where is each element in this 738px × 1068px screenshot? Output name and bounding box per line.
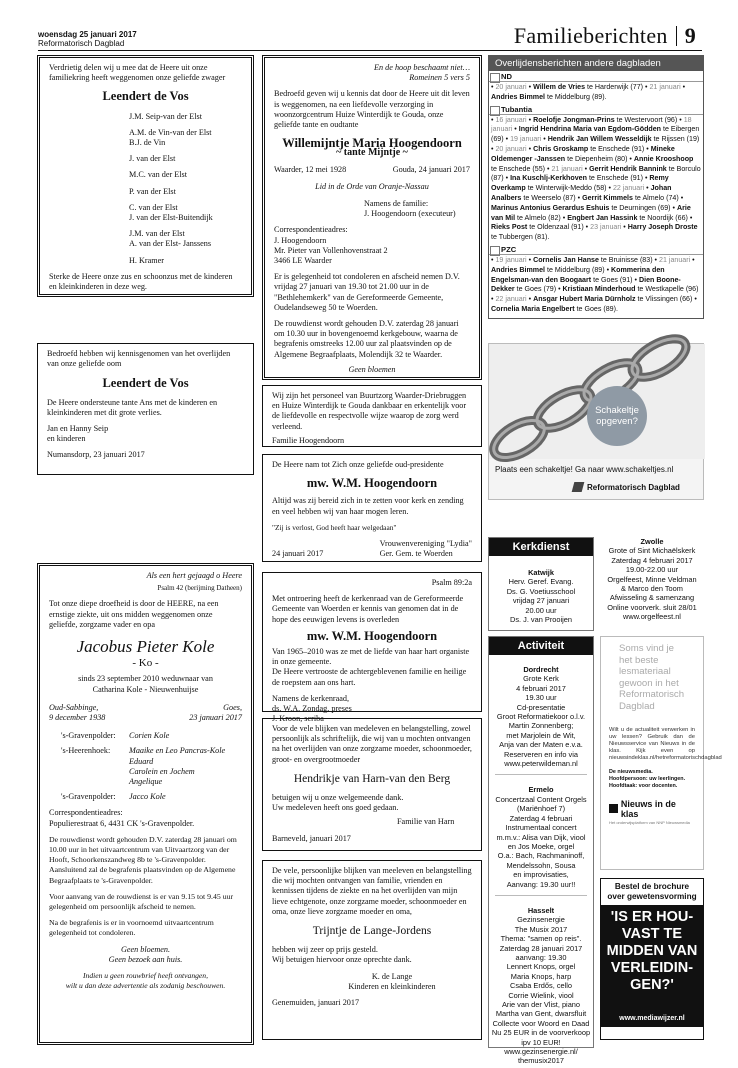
paper-name: Reformatorisch Dagblad bbox=[38, 39, 125, 48]
ad-intro: Bedroefd geven wij u kennis dat door de Heere uit dit leven is weggenomen, na een liefdevolle verzorging in woonzorgcentrum Huize Winterdijk te Gouda, onze geliefde tante en oudtante bbox=[274, 89, 470, 130]
paper-tag: ND bbox=[489, 72, 703, 82]
schakeltje-ad[interactable] bbox=[488, 343, 704, 500]
thank-you-buurtzorg bbox=[262, 385, 482, 447]
entry-name: Engbert Jan Hassink bbox=[567, 213, 638, 222]
entry-detail: te Almelo (74) bbox=[634, 193, 679, 202]
activiteit-title: Activiteit bbox=[489, 637, 593, 655]
deceased-name: Hendrikje van Harn-van den Berg bbox=[293, 772, 451, 785]
ad-text: Van 1965–2010 was ze met de liefde van haar hart organiste in onze gemeente. De Heere vertrooste de achtergeblevenen familie en heilige de roepstem aan ons hart. bbox=[272, 647, 470, 687]
death: Gouda, 24 januari 2017 bbox=[392, 164, 470, 174]
obituary-list: • 19 januari • Cornelis Jan Hanse te Bruinisse (83) • 21 januari • Andries Bimmel te Middelburg (89) • Kommerina den Engelsman-van den Boogaart te Goes (91) • Dien Boone-Dekker te Goes (79) • Kristiaan Minderhoud te Westkapelle (96) • 22 januari • Ansgar Hubert Maria Dürnholz te Vlissingen (66) • Cornelia Maria Engelbert te Goes (89). bbox=[491, 255, 699, 313]
notice-note: Indien u geen rouwbrief heeft ontvangen, wilt u dan deze advertentie als zodanig beschouwen. bbox=[65, 971, 226, 991]
other-papers-obituaries bbox=[488, 55, 704, 319]
verse: Als een hert gejaagd o Heere bbox=[146, 571, 242, 580]
entry-name: Kristiaan Minderhoud bbox=[562, 285, 636, 294]
nidk-logo-icon bbox=[609, 804, 618, 813]
family-place: 's-Gravenpolder: bbox=[61, 731, 116, 741]
entry-date: 19 januari bbox=[495, 255, 527, 264]
correspondence-address: Correspondentieadres: Populierestraat 6, 4431 CK 's-Gravenpolder. bbox=[49, 808, 195, 828]
entry-name: Willem de Vries bbox=[533, 83, 586, 91]
entry-date: 23 januari bbox=[590, 223, 622, 232]
deceased-name: Jacobus Pieter Kole bbox=[76, 637, 215, 657]
entry-name: Dien Boone-Dekker bbox=[491, 275, 681, 294]
family-row bbox=[49, 746, 242, 787]
ad-intro: Met ontroering heeft de kerkenraad van de Gereformeerde Gemeente van Woerden er kennis van genomen dat in de hope des eeuwigen levens is overleden bbox=[272, 594, 464, 624]
divider bbox=[676, 26, 677, 46]
birth: Waarder, 12 mei 1928 bbox=[274, 164, 347, 174]
entry-name: Cornelis Jan Hanse bbox=[533, 255, 599, 264]
verse-reference: Psalm 89:2a bbox=[431, 578, 472, 587]
entry-detail: te Oldenzaal (91) bbox=[529, 223, 584, 232]
family-member: H. Kramer bbox=[129, 255, 165, 265]
paper-tag: Tubantia bbox=[489, 105, 703, 115]
correspondence-address: Correspondentieadres: J. Hoogendoorn Mr. Pieter van Vollenhovenstraat 2 3466 LE Waarder bbox=[274, 225, 388, 266]
entry-detail: te Enschede (91) bbox=[590, 144, 645, 153]
divider bbox=[495, 774, 587, 775]
entry-name: Gerrit Hendrik Bannink bbox=[589, 164, 667, 173]
nidk-logo bbox=[609, 799, 695, 819]
life-dates bbox=[274, 165, 470, 175]
signed: Jan en Hanny Seip en kinderen bbox=[47, 424, 109, 444]
entry-name: Johan Analbers bbox=[491, 184, 672, 202]
entry-name: Kommerina den Engelsman-van den Boogaart bbox=[491, 265, 665, 284]
ad-intro: Verdrietig delen wij u mee dat de Heere uit onze familiekring heeft weggenomen onze geliefde zwager bbox=[49, 63, 226, 83]
entry-name: Ingrid Hendrina Maria van Egdom-Gödden bbox=[518, 125, 662, 134]
entry-text: Gezinsenergie The Musix 2017 Thema: "samen op reis". Zaterdag 28 januari 2017 aanvang: 19.30 Lennert Knops, orgel Maria Knops, harp Csaba Erdős, cello Corrie Wielink, viool Arie van der Vlist, piano Martha van Gent, dwarsfluit Collecte voor Woord en Daad Nu 25 EUR in de voorverkoop ipv 10 EUR! www.gezinsenergie.nl/ themusix2017 bbox=[491, 915, 591, 1066]
kerkdienst-box bbox=[488, 537, 594, 631]
widower-note: sinds 23 september 2010 weduwnaar van Catharina Kole - Nieuwenhuijse bbox=[78, 674, 213, 694]
entry-detail: te Enschede (55) bbox=[491, 164, 546, 173]
entry-name: Andries Bimmel bbox=[491, 265, 546, 274]
entry-detail: te Eibergen (69) bbox=[491, 125, 700, 144]
ad-slogan: 'IS ER HOU- VAST TE MIDDEN VAN VERLEIDIN- GEN?' bbox=[601, 905, 703, 1027]
rd-logo-icon bbox=[572, 482, 585, 492]
deceased-name: Leendert de Vos bbox=[102, 89, 189, 104]
section-title: Familieberichten bbox=[513, 23, 668, 48]
family-member: J.M. van der Elst A. van der Elst- Janssens bbox=[129, 229, 212, 249]
ad-intro: Bedroefd hebben wij kennisgenomen van het overlijden van onze geliefde oom bbox=[47, 349, 231, 369]
kerkdienst-title: Kerkdienst bbox=[489, 538, 593, 556]
activity-entry bbox=[491, 906, 591, 1066]
issue-date: woensdag 25 januari 2017 bbox=[38, 30, 137, 39]
entry-date: 22 januari bbox=[495, 295, 527, 304]
family-member: A.M. de Vin-van der Elst B.J. de Vin bbox=[129, 127, 212, 148]
service-details: De rouwdienst wordt gehouden D.V. zaterdag 28 januari om 10.30 uur in bovengenoemd kerkgebouw, waarna de begrafenis omstreeks 12.00 uur zal plaatsvinden op de Algemene Begraafplaats, Molendijk 32 te Waarder. bbox=[274, 319, 459, 359]
entry-name: Mineke Oldemenger -Janssen bbox=[491, 144, 675, 163]
entry-detail: te Goes (91) bbox=[593, 275, 633, 284]
header-rule bbox=[38, 50, 702, 51]
entry-detail: te Diepenheim (80) bbox=[567, 154, 628, 163]
kerkdienst-entry bbox=[489, 568, 593, 624]
entry-name: Chris Groskamp bbox=[533, 144, 589, 153]
no-flowers-note: Geen bloemen. Geen bezoek aan huis. bbox=[108, 944, 183, 964]
obituary-lydia-vereniging bbox=[262, 454, 482, 562]
activity-entry bbox=[491, 785, 591, 888]
ad-outro: Sterke de Heere onze zus en schoonzus met de kinderen en kleinkinderen in deze weg. bbox=[49, 271, 233, 292]
entry-date: 20 januari bbox=[495, 144, 527, 153]
family-row bbox=[49, 731, 242, 741]
ad-text: betuigen wij u onze welgemeende dank. Uw medeleven heeft ons goed gedaan. bbox=[272, 793, 404, 813]
entry-name: Annie Krooshoop bbox=[633, 154, 694, 163]
entry-detail: te Bruinisse (83) bbox=[600, 255, 653, 264]
rd-logo bbox=[573, 482, 680, 492]
obituary-kerkenraad bbox=[262, 572, 482, 724]
family-member: J. van der Elst bbox=[129, 154, 176, 164]
entry-detail: te Goes (79) bbox=[516, 285, 557, 294]
entry-detail: te Vlissingen (66) bbox=[637, 295, 693, 304]
ad-intro: Tot onze diepe droefheid is door de HEERE, na een ernstige ziekte, uit ons midden weggenomen onze geliefde, zorgzame vader en opa bbox=[49, 599, 219, 629]
obituary-groups bbox=[489, 72, 703, 316]
nieuws-in-de-klas-ad[interactable] bbox=[600, 636, 722, 870]
gewetensvorming-ad[interactable] bbox=[600, 878, 704, 1040]
entry-name: Ansgar Hubert Maria Dürnholz bbox=[533, 295, 636, 304]
family-list bbox=[49, 112, 242, 266]
activity-entry bbox=[491, 665, 591, 768]
divider bbox=[495, 895, 587, 896]
thank-you-van-harn bbox=[262, 718, 482, 851]
entry-detail: te Westervoort (96) bbox=[616, 115, 678, 124]
zwolle-event bbox=[600, 537, 704, 622]
obituary-willemijntje bbox=[262, 55, 482, 380]
obituary-jacobus-kole bbox=[37, 563, 254, 1045]
condolence-details: Na de begrafenis is er in voornoemd uitvaartcentrum gelegenheid tot condoleren. bbox=[49, 918, 214, 938]
entry-name: Ina Kuschlj-Kerkhoven bbox=[510, 174, 587, 183]
ad-intro: De vele, persoonlijke blijken van meeleven en belangstelling die wij mochten ontvangen van familie, vrienden en kennissen tijdens de ziekte en na het overlijden van mijn lieve echtgenote, onze zorgzame moeder, schoonmoeder en oma, onze lieve zorgzame moeder en oma, bbox=[272, 866, 472, 916]
entry-name: Harry Joseph Droste bbox=[627, 223, 698, 232]
signed: Familie Hoogendoorn bbox=[272, 435, 345, 445]
birth-place: Oud-Sabbinge, bbox=[49, 702, 99, 712]
signed: Namens de kerkenraad, ds. W.A. Zondag, preses J. Kroon, scriba bbox=[272, 693, 352, 724]
ad-body: Wilt u de actualiteit verwerken in uw lessen? Gebruik dan de Nieuwsservice van Nieuws in de klas. Kijk even op nieuwsindeklas.nl/hetreformatorischdagblad bbox=[609, 726, 722, 762]
ad-text: Altijd was zij bereid zich in te zetten voor kerk en zending en veel hebben wij van haar mogen leren. bbox=[272, 496, 464, 516]
schakeltje-caption: Plaats een schakeltje! Ga naar www.schakeltjes.nl bbox=[495, 465, 674, 474]
entry-date: 21 januari bbox=[659, 255, 691, 264]
quote: "Zij is verlost, God heeft haar welgedaan" bbox=[272, 522, 397, 532]
entry-name: Arie van Mil bbox=[491, 203, 691, 222]
order-membership: Lid in de Orde van Oranje-Nassau bbox=[315, 181, 429, 191]
ad-text: Wij zijn het personeel van Buurtzorg Waarder-Driebruggen en Huize Winterdijk te Gouda dankbaar en erkentelijk voor de liefdevolle en respectvolle wijze waarop de zorg werd verleend. bbox=[272, 391, 467, 431]
panel-title: Overlijdensberichten andere dagbladen bbox=[489, 56, 703, 71]
section-header bbox=[514, 23, 696, 49]
ad-text: De Heere ondersteune tante Ans met de kinderen en kleinkinderen met dit grote verlies. bbox=[47, 397, 218, 417]
page-number: 9 bbox=[684, 23, 696, 48]
verse-reference: Romeinen 5 vers 5 bbox=[409, 73, 470, 83]
family-member: J.M. Seip-van der Elst bbox=[129, 111, 202, 121]
family-names: Maaike en Leo Pancras-Kole Eduard Carolein en Jochem Angelique bbox=[129, 746, 226, 787]
viewing-details: Voor aanvang van de rouwdienst is er van 9.15 tot 9.45 uur gelegenheid om persoonlijk afscheid te nemen. bbox=[49, 891, 234, 912]
family-member: C. van der Elst J. van der Elst-Buitendijk bbox=[129, 202, 213, 223]
signed: K. de Lange Kinderen en kleinkinderen bbox=[348, 971, 436, 991]
verse-reference: Psalm 42 (berijming Datheen) bbox=[157, 584, 242, 593]
entry-date: 19 januari bbox=[510, 135, 542, 144]
deceased-name: mw. W.M. Hoogendoorn bbox=[306, 476, 438, 491]
obituary-leendert-family bbox=[37, 55, 254, 297]
entry-detail: te Almelo (82) bbox=[517, 213, 561, 222]
life-dates bbox=[49, 703, 242, 723]
entry-date: 18 januari bbox=[491, 115, 692, 134]
entry-detail: te Goes (89). bbox=[576, 304, 618, 313]
entry-detail: te Weerselo (87) bbox=[523, 193, 576, 202]
entry-date: 22 januari bbox=[612, 184, 645, 193]
masthead-date bbox=[38, 30, 137, 48]
entry-detail: te Enschede (91) bbox=[588, 174, 643, 183]
entry-date: 20 januari bbox=[495, 83, 527, 91]
service-details: De rouwdienst wordt gehouden D.V. zaterdag 28 januari om 10.00 uur in het uitvaartcentrum van Uitvaartzorg van der Hooft, Schoorkenszandweg 8b te 's-Gravenpolder. Aansluitend zal de begrafenis plaatsvinden op de Algemene Begraafplaats te 's-Gravenpolder. bbox=[49, 834, 237, 885]
signed: Vrouwenvereniging "Lydia" Ger. Gem. te Woerden bbox=[379, 539, 472, 559]
ad-text: hebben wij zeer op prijs gesteld. Wij betuigen hiervoor onze oprechte dank. bbox=[272, 945, 412, 965]
family-signature: Namens de familie: J. Hoogendoorn (executeur) bbox=[364, 199, 456, 219]
condolence-details: Er is gelegenheid tot condoleren en afscheid nemen D.V. vrijdag 27 januari van 19.30 tot 21.00 uur in de "Bethlehemkerk" van de Gereformeerde Gemeente, Oudelandseweg 50 te Woerden. bbox=[274, 272, 460, 312]
entry-name: Hendrik Jan Willem Wesseldijk bbox=[547, 135, 652, 144]
entry-place: Zwolle bbox=[640, 537, 664, 546]
rd-logo-text: Reformatorisch Dagblad bbox=[587, 482, 680, 492]
footer bbox=[272, 539, 472, 559]
deceased-name: Willemijntje Maria Hoogendoorn bbox=[282, 136, 462, 151]
no-flowers-note: Geen bloemen bbox=[348, 364, 396, 374]
death-date: 23 januari 2017 bbox=[189, 713, 242, 723]
paper-tag: PZC bbox=[489, 245, 703, 255]
activiteit-box bbox=[488, 636, 594, 1066]
family-names: Corien Kole bbox=[129, 731, 170, 741]
entry-detail: te Tubbergen (81). bbox=[491, 233, 550, 242]
entry-name: Rieks Post bbox=[491, 223, 528, 232]
verse: En de hoop beschaamt niet… bbox=[374, 63, 470, 72]
deceased-name: Trijntje de Lange-Jordens bbox=[312, 925, 432, 938]
entry-place: Hasselt bbox=[527, 905, 555, 915]
ad-header: Bestel de brochure over gewetensvorming bbox=[607, 882, 697, 901]
place-date: Genemuiden, januari 2017 bbox=[272, 998, 360, 1008]
entry-date: 21 januari bbox=[551, 164, 583, 173]
entry-detail: te Deurningen (69) bbox=[611, 203, 671, 212]
ad-intro: Voor de vele blijken van medeleven en belangstelling, zowel persoonlijk als schriftelijk, die wij van u mochten ontvangen na het overlijden van onze zorgzame moeder, schoonmoeder, groot- en overgrootmoeder bbox=[272, 724, 472, 764]
entry-text: Concertzaal Content Orgels (Mariënhoef 7) Zaterdag 4 februari Instrumentaal concert m.m.v.: Alisa van Dijk, viool en Jos Moeke, orgel O.a.: Bach, Rachmaninoff, Mendelssohn, Sousa en improvisaties, Aanvang: 19.30 uur!! bbox=[495, 794, 587, 889]
family-member: P. van der Elst bbox=[129, 186, 176, 196]
ad-list: De nieuwsmedia. Hoofdpersoon: uw leerlingen. Hoofdtaak: voor docenten. bbox=[609, 768, 686, 789]
place-date: Numansdorp, 23 januari 2017 bbox=[47, 450, 145, 460]
family-place: 's-Gravenpolder: bbox=[61, 792, 116, 802]
entry-name: Marinus Antonius Gerardus Eshuis bbox=[491, 203, 610, 212]
entry-text: Herv. Geref. Evang. Ds. G. Voetiusschool vrijdag 27 januari 20.00 uur Ds. J. van Prooijen bbox=[506, 577, 576, 625]
entry-name: Remy Overkamp bbox=[491, 174, 669, 193]
nickname: - Ko - bbox=[132, 657, 159, 670]
activity-list bbox=[489, 665, 593, 1066]
deceased-name: Leendert de Vos bbox=[102, 376, 189, 391]
signed: Familie van Harn bbox=[397, 817, 455, 827]
entry-name: Roelofje Jongman-Prins bbox=[533, 115, 615, 124]
ad-url[interactable]: www.mediawijzer.nl bbox=[601, 1015, 703, 1022]
obituary-list: • 16 januari • Roelofje Jongman-Prins te Westervoort (96) • 18 januari • Ingrid Hendrina Maria van Egdom-Gödden te Eibergen (69) • 19 januari • Hendrik Jan Willem Wesseldijk te Rijssen (19) • 20 januari • Chris Groskamp te Enschede (91) • Mineke Oldemenger -Janssen te Diepenheim (80) • Annie Krooshoop te Enschede (55) • 21 januari • Gerrit Hendrik Bannink te Borculo (87) • Ina Kuschlj-Kerkhoven te Enschede (91) • Remy Overkamp te Winterwijk-Meddo (58) • 22 januari • Johan Analbers te Weerselo (87) • Gerrit Kimmels te Almelo (74) • Marinus Antonius Gerardus Eshuis te Deurningen (69) • Arie van Mil te Almelo (82) • Engbert Jan Hassink te Noordijk (66) • Rieks Post te Oldenzaal (91) • 23 januari • Harry Joseph Droste te Tubbergen (81). bbox=[491, 115, 701, 242]
entry-detail: te Harderwijk (77) bbox=[587, 83, 644, 91]
family-list bbox=[49, 731, 242, 802]
entry-date: 16 januari bbox=[495, 115, 527, 124]
entry-detail: te Westkapelle (96) bbox=[637, 285, 699, 294]
entry-detail: te Winterwijk-Meddo (58) bbox=[527, 184, 607, 193]
entry-text: Grote of Sint Michaëlskerk Zaterdag 4 februari 2017 19.00-22.00 uur Orgelfeest, Minne Veldman & Marco den Toom Afwisseling & samenzang Online voorverk. sluit 28/01 www.orgelfeest.nl bbox=[607, 546, 697, 622]
nidk-subtitle: Het onderwijsplatform van NNP Nieuwsmedia bbox=[609, 819, 690, 825]
birth-date: 9 december 1938 bbox=[49, 713, 106, 723]
entry-text: Grote Kerk 4 februari 2017 19.30 uur Cd-presentatie Groot Reformatiekoor o.l.v. Martin Zonnenberg; met Marjolein de Wit, Anja van der Maten e.v.a. Reserveren en info via www.peterwildeman.nl bbox=[496, 674, 586, 769]
entry-name: Gerrit Kimmels bbox=[582, 193, 633, 202]
entry-detail: te Middelburg (89). bbox=[547, 92, 607, 101]
ad-headline: Soms vind je het beste lesmateriaal gewoon in het Reformatorisch Dagblad bbox=[619, 643, 685, 712]
signup-bubble: Schakeltje opgeven? bbox=[587, 386, 647, 446]
entry-place: Dordrecht bbox=[523, 665, 559, 674]
entry-detail: te Borculo (87) bbox=[491, 164, 701, 183]
ad-intro: De Heere nam tot Zich onze geliefde oud-presidente bbox=[272, 460, 444, 469]
entry-place: Katwijk bbox=[528, 568, 554, 577]
place-date: Barneveld, januari 2017 bbox=[272, 833, 351, 843]
entry-name: Andries Bimmel bbox=[491, 92, 546, 101]
nickname: ~ tante Mijntje ~ bbox=[336, 147, 408, 159]
nidk-logo-text: Nieuws in de klas bbox=[620, 798, 676, 819]
family-place: 's-Heerenhoek: bbox=[61, 746, 111, 756]
entry-detail: te Rijssen (19) bbox=[653, 135, 700, 144]
family-names: Jacco Kole bbox=[129, 792, 166, 802]
thank-you-de-lange bbox=[262, 860, 482, 1040]
family-member: M.C. van der Elst bbox=[129, 170, 187, 180]
entry-detail: te Middelburg (89) bbox=[547, 265, 605, 274]
entry-place: Ermelo bbox=[528, 785, 554, 795]
entry-date: 21 januari bbox=[649, 83, 681, 91]
obituary-list: • 20 januari • Willem de Vries te Harderwijk (77) • 21 januari • Andries Bimmel te Middelburg (89). bbox=[491, 83, 686, 101]
family-row bbox=[49, 792, 242, 802]
entry-name: Cornelia Maria Engelbert bbox=[491, 304, 575, 313]
entry-detail: te Noordijk (66) bbox=[639, 213, 688, 222]
deceased-name: mw. W.M. Hoogendoorn bbox=[306, 628, 438, 643]
date: 24 januari 2017 bbox=[272, 549, 324, 559]
death-place: Goes, bbox=[223, 702, 242, 712]
obituary-leendert-nephew bbox=[37, 343, 254, 475]
